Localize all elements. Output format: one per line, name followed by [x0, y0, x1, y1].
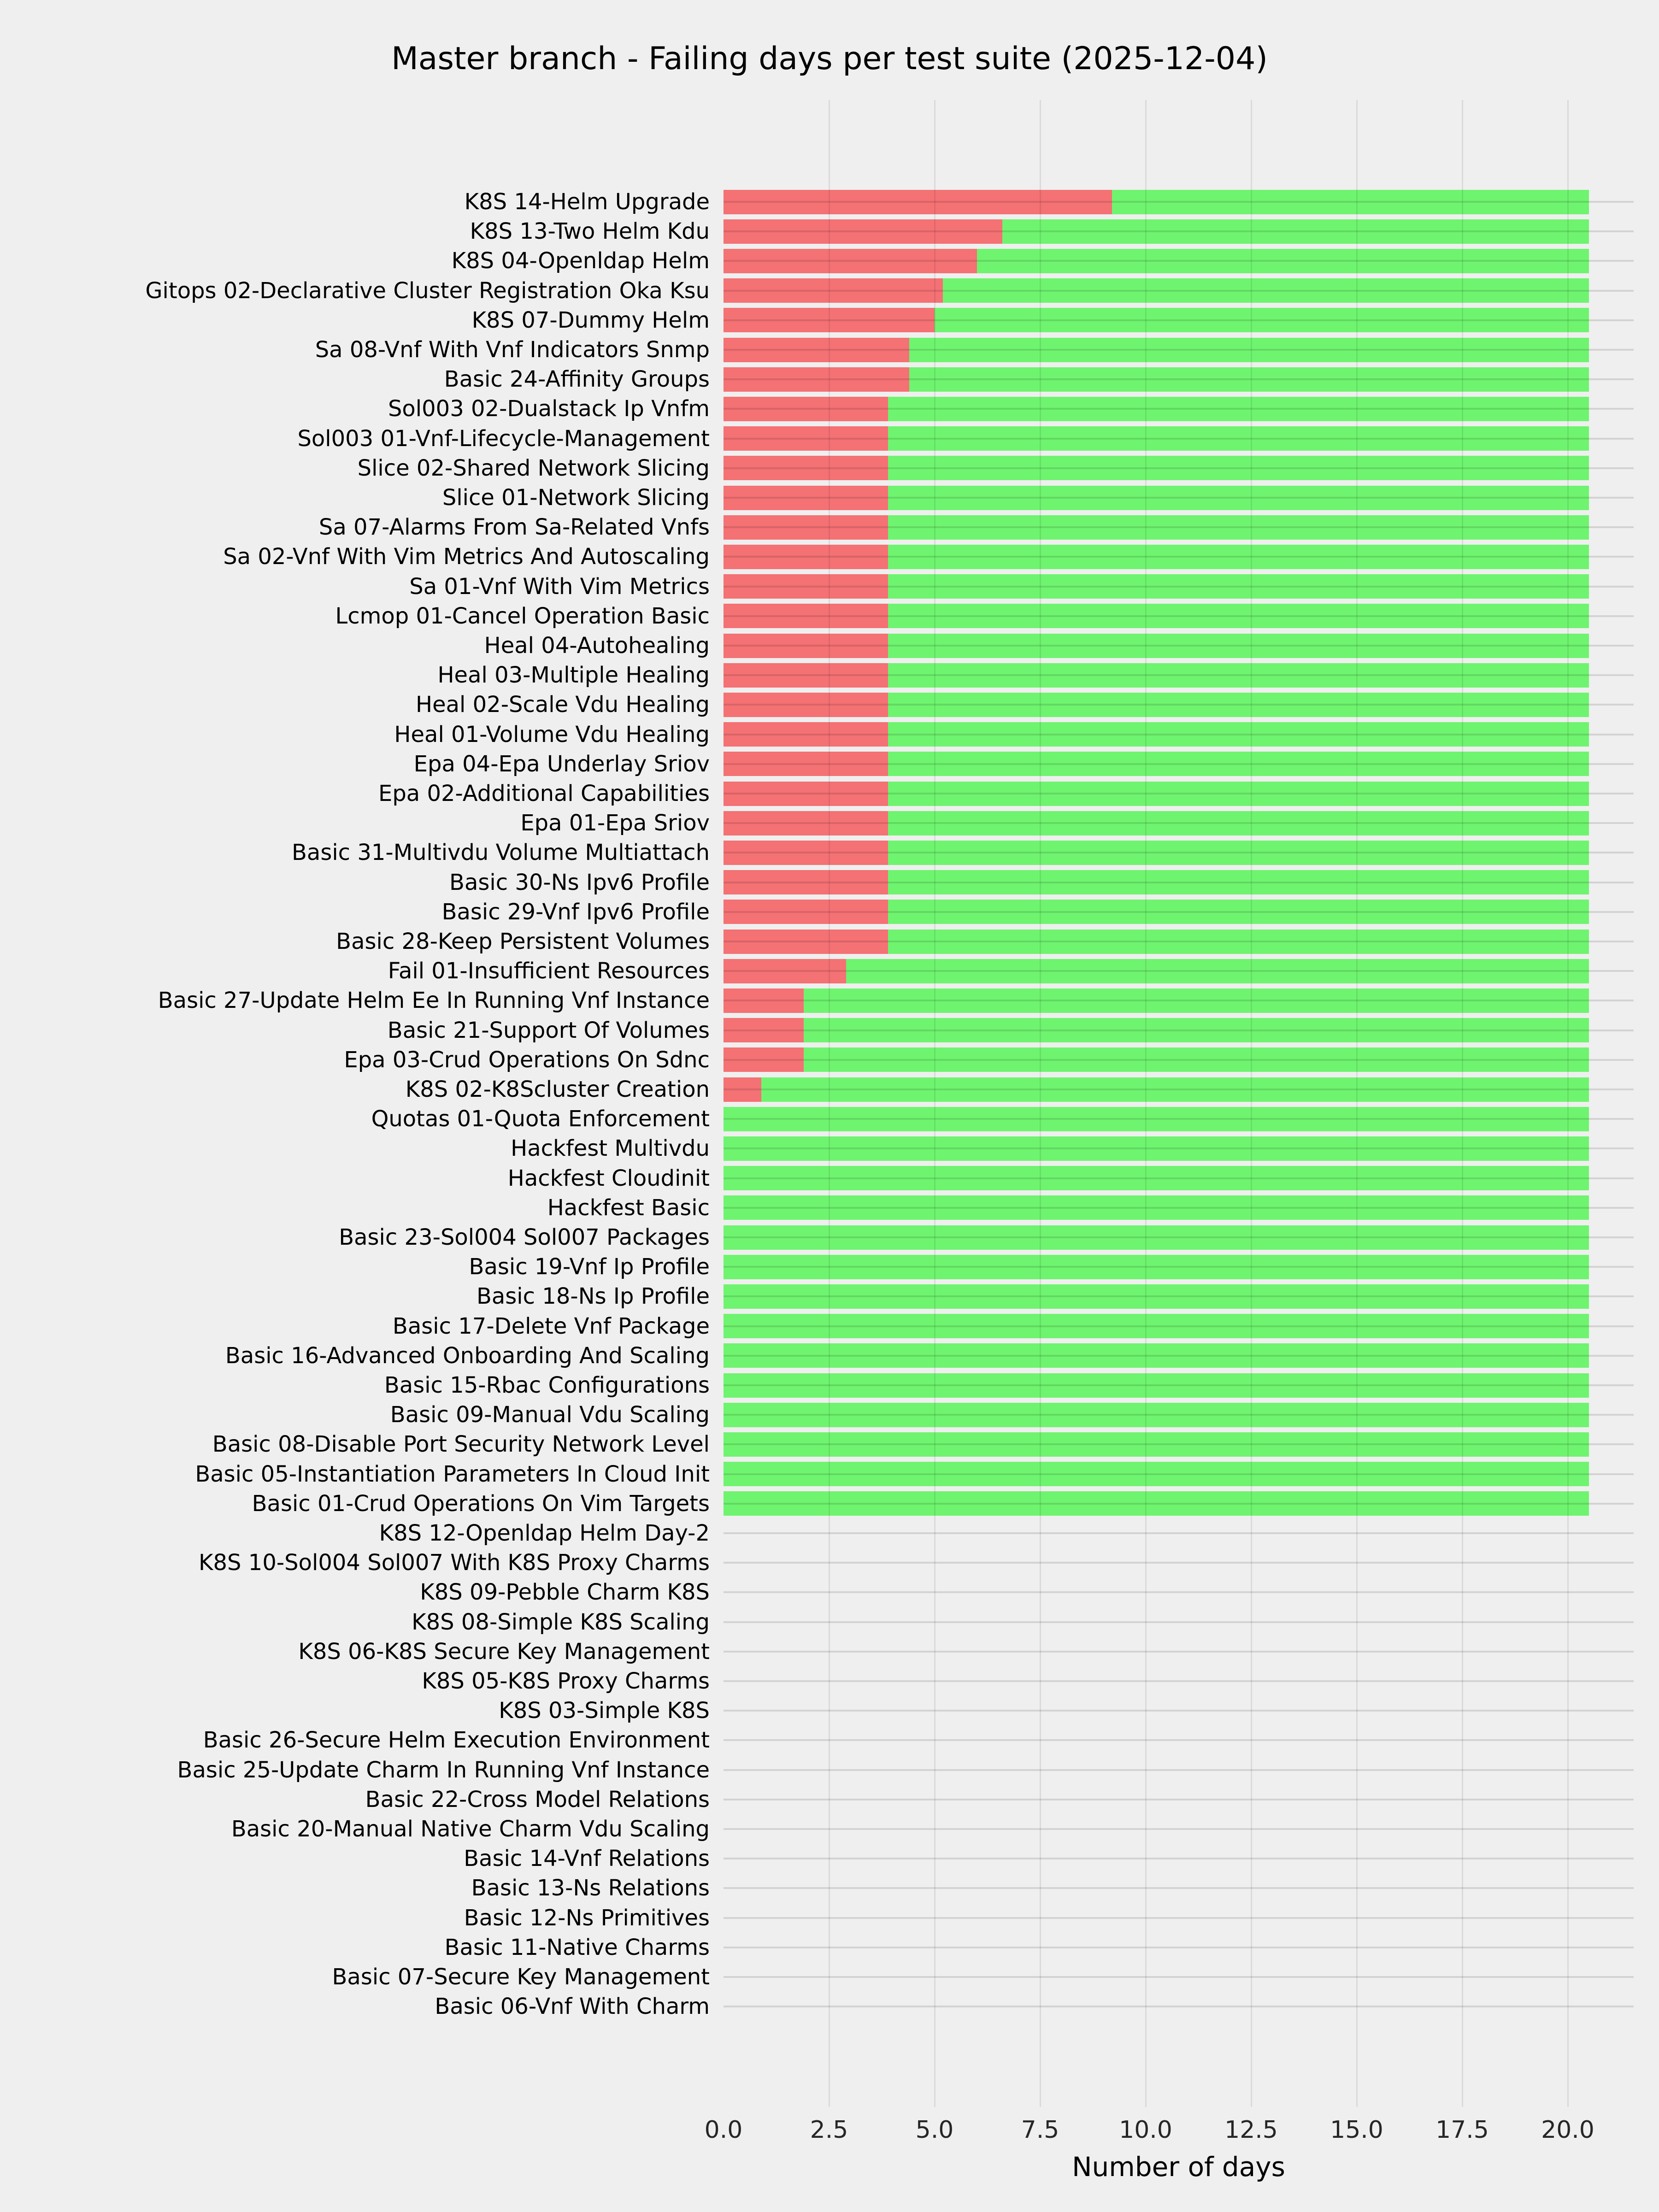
bar-row — [0, 1518, 1659, 1548]
row-gridline — [724, 1266, 1634, 1268]
x-tick-label: 0.0 — [704, 2116, 743, 2144]
bar-row — [0, 868, 1659, 897]
row-gridline — [724, 349, 1634, 351]
bar-row — [0, 1045, 1659, 1075]
category-label: Basic 27-Update Helm Ee In Running Vnf Instance — [158, 988, 710, 1014]
row-gridline — [724, 822, 1634, 824]
bar-row — [0, 986, 1659, 1015]
row-gridline — [724, 1147, 1634, 1149]
category-label: Slice 01-Network Slicing — [442, 485, 710, 511]
bar-row — [0, 1696, 1659, 1725]
row-gridline — [724, 1621, 1634, 1623]
bar-row — [0, 749, 1659, 779]
bar-row — [0, 1962, 1659, 1992]
category-label: Heal 01-Volume Vdu Healing — [394, 721, 710, 747]
bar-row — [0, 1785, 1659, 1814]
x-tick-label: 7.5 — [1021, 2116, 1059, 2144]
category-label: Basic 16-Advanced Onboarding And Scaling — [225, 1342, 710, 1369]
bar-row — [0, 1933, 1659, 1962]
bar-row — [0, 1814, 1659, 1844]
category-label: Basic 07-Secure Key Management — [332, 1964, 710, 1990]
category-label: Heal 03-Multiple Healing — [437, 662, 710, 688]
bar-row — [0, 838, 1659, 867]
x-tick-label: 15.0 — [1330, 2116, 1383, 2144]
category-label: Sol003 02-Dualstack Ip Vnfm — [388, 396, 710, 422]
category-label: Basic 26-Secure Helm Execution Environment — [203, 1727, 710, 1753]
bar-row — [0, 1104, 1659, 1134]
bar-row — [0, 1607, 1659, 1637]
row-gridline — [724, 1355, 1634, 1357]
category-label: Sa 01-Vnf With Vim Metrics — [409, 573, 710, 600]
category-label: Lcmop 01-Cancel Operation Basic — [335, 603, 710, 629]
row-gridline — [724, 970, 1634, 972]
bar-row — [0, 365, 1659, 394]
bar-row — [0, 808, 1659, 838]
chart-title: Master branch - Failing days per test suite (2025-12-04) — [391, 41, 1268, 77]
row-gridline — [724, 1030, 1634, 1031]
category-label: Basic 11-Native Charms — [444, 1934, 710, 1960]
row-gridline — [724, 1532, 1634, 1534]
bar-row — [0, 246, 1659, 276]
row-gridline — [724, 941, 1634, 942]
row-gridline — [724, 1177, 1634, 1179]
row-gridline — [724, 1088, 1634, 1090]
category-label: K8S 02-K8Scluster Creation — [405, 1077, 710, 1103]
row-gridline — [724, 408, 1634, 410]
row-gridline — [724, 1976, 1634, 1978]
category-label: K8S 13-Two Helm Kdu — [470, 218, 710, 245]
bar-row — [0, 1134, 1659, 1163]
bar-row — [0, 424, 1659, 453]
bar-row — [0, 1637, 1659, 1666]
row-gridline — [724, 319, 1634, 321]
category-label: K8S 09-Pebble Charm K8S — [420, 1579, 710, 1606]
category-label: K8S 04-Openldap Helm — [451, 248, 710, 274]
row-gridline — [724, 1680, 1634, 1682]
row-gridline — [724, 1651, 1634, 1653]
bar-row — [0, 1075, 1659, 1104]
row-gridline — [724, 1236, 1634, 1238]
row-gridline — [724, 556, 1634, 558]
category-label: K8S 06-K8S Secure Key Management — [298, 1638, 710, 1665]
row-gridline — [724, 674, 1634, 676]
row-gridline — [724, 467, 1634, 469]
category-label: Basic 20-Manual Native Charm Vdu Scaling — [231, 1816, 710, 1842]
bar-row — [0, 1282, 1659, 1311]
bar-row — [0, 927, 1659, 956]
bar-row — [0, 1223, 1659, 1252]
category-label: K8S 05-K8S Proxy Charms — [422, 1668, 710, 1694]
category-label: Slice 02-Shared Network Slicing — [357, 455, 710, 481]
row-gridline — [724, 1710, 1634, 1712]
row-gridline — [724, 1799, 1634, 1800]
x-tick-label: 10.0 — [1119, 2116, 1172, 2144]
bar-row — [0, 1371, 1659, 1400]
category-label: Basic 06-Vnf With Charm — [435, 1994, 710, 2020]
bar-row — [0, 1666, 1659, 1696]
row-gridline — [724, 1828, 1634, 1830]
row-gridline — [724, 1443, 1634, 1445]
bar-row — [0, 720, 1659, 749]
category-label: Sol003 01-Vnf-Lifecycle-Management — [297, 425, 710, 452]
category-label: Heal 02-Scale Vdu Healing — [415, 692, 710, 718]
row-gridline — [724, 497, 1634, 499]
x-tick-label: 12.5 — [1224, 2116, 1278, 2144]
row-gridline — [724, 852, 1634, 853]
category-label: Basic 13-Ns Relations — [471, 1875, 710, 1901]
category-label: Basic 19-Vnf Ip Profile — [469, 1254, 710, 1280]
bar-row — [0, 512, 1659, 542]
bar-row — [0, 1844, 1659, 1873]
row-gridline — [724, 1384, 1634, 1386]
row-gridline — [724, 1000, 1634, 1001]
bar-row — [0, 1548, 1659, 1577]
category-label: Basic 08-Disable Port Security Network Level — [212, 1431, 710, 1458]
row-gridline — [724, 1858, 1634, 1859]
category-label: K8S 03-Simple K8S — [499, 1698, 710, 1724]
bar-row — [0, 1873, 1659, 1903]
bar-row — [0, 1341, 1659, 1371]
row-gridline — [724, 1207, 1634, 1209]
bar-row — [0, 1577, 1659, 1607]
row-gridline — [724, 586, 1634, 588]
bar-row — [0, 1992, 1659, 2021]
row-gridline — [724, 1325, 1634, 1327]
category-label: Hackfest Multivdu — [511, 1135, 710, 1162]
bar-row — [0, 1193, 1659, 1223]
row-gridline — [724, 882, 1634, 883]
row-gridline — [724, 260, 1634, 262]
bar-row — [0, 660, 1659, 690]
bar-row — [0, 542, 1659, 571]
category-label: Basic 18-Ns Ip Profile — [476, 1283, 710, 1310]
category-label: K8S 10-Sol004 Sol007 With K8S Proxy Charms — [199, 1550, 710, 1576]
category-label: Basic 14-Vnf Relations — [464, 1846, 710, 1872]
row-gridline — [724, 1118, 1634, 1120]
bar-row — [0, 601, 1659, 631]
row-gridline — [724, 615, 1634, 617]
category-label: Fail 01-Insufficient Resources — [388, 958, 710, 984]
bar-row — [0, 897, 1659, 927]
category-label: Basic 29-Vnf Ipv6 Profile — [441, 899, 710, 925]
category-label: Basic 12-Ns Primitives — [464, 1905, 710, 1931]
bar-row — [0, 187, 1659, 217]
category-label: Basic 09-Manual Vdu Scaling — [390, 1402, 710, 1428]
row-gridline — [724, 1591, 1634, 1593]
row-gridline — [724, 526, 1634, 528]
bar-row — [0, 1903, 1659, 1933]
category-label: Basic 17-Delete Vnf Package — [392, 1313, 710, 1339]
bar-row — [0, 1164, 1659, 1193]
category-label: Basic 24-Affinity Groups — [444, 366, 710, 393]
bar-row — [0, 1489, 1659, 1518]
bar-row — [0, 335, 1659, 365]
bar-row — [0, 690, 1659, 719]
row-gridline — [724, 438, 1634, 440]
category-label: Epa 01-Epa Sriov — [520, 810, 710, 836]
row-gridline — [724, 230, 1634, 232]
bar-row — [0, 1252, 1659, 1282]
category-label: Sa 07-Alarms From Sa-Related Vnfs — [318, 514, 710, 541]
bar-row — [0, 631, 1659, 660]
bar-row — [0, 1725, 1659, 1755]
category-label: Basic 31-Multivdu Volume Multiattach — [291, 840, 710, 866]
category-label: Basic 25-Update Charm In Running Vnf Instance — [177, 1757, 710, 1783]
row-gridline — [724, 1295, 1634, 1297]
category-label: Basic 21-Support Of Volumes — [387, 1017, 710, 1043]
category-label: Hackfest Cloudinit — [507, 1165, 710, 1191]
bar-row — [0, 306, 1659, 335]
category-label: Quotas 01-Quota Enforcement — [371, 1106, 710, 1132]
row-gridline — [724, 1414, 1634, 1416]
row-gridline — [724, 290, 1634, 292]
x-axis-ticks — [0, 2116, 1659, 2148]
category-label: Epa 04-Epa Underlay Sriov — [413, 751, 710, 777]
category-label: Gitops 02-Declarative Cluster Registration Oka Ksu — [145, 277, 710, 304]
x-tick-label: 17.5 — [1435, 2116, 1489, 2144]
row-gridline — [724, 704, 1634, 706]
category-label: K8S 08-Simple K8S Scaling — [412, 1609, 710, 1635]
bar-row — [0, 1312, 1659, 1341]
bar-row — [0, 956, 1659, 986]
row-gridline — [724, 1887, 1634, 1889]
row-gridline — [724, 734, 1634, 735]
row-gridline — [724, 763, 1634, 765]
row-gridline — [724, 2006, 1634, 2007]
row-gridline — [724, 1059, 1634, 1061]
category-label: Sa 02-Vnf With Vim Metrics And Autoscaling — [223, 544, 710, 570]
row-gridline — [724, 911, 1634, 913]
category-label: Basic 22-Cross Model Relations — [365, 1786, 710, 1812]
bar-row — [0, 1459, 1659, 1489]
category-label: K8S 14-Helm Upgrade — [464, 189, 710, 215]
bar-row — [0, 276, 1659, 306]
bar-row — [0, 1016, 1659, 1045]
bar-rows-container — [0, 187, 1659, 2022]
bar-row — [0, 1400, 1659, 1430]
row-gridline — [724, 793, 1634, 794]
row-gridline — [724, 1917, 1634, 1919]
x-tick-label: 5.0 — [915, 2116, 954, 2144]
row-gridline — [724, 1947, 1634, 1948]
bar-row — [0, 483, 1659, 512]
bar-row — [0, 1755, 1659, 1785]
bar-row — [0, 217, 1659, 246]
category-label: K8S 07-Dummy Helm — [471, 307, 710, 333]
category-label: Basic 01-Crud Operations On Vim Targets — [252, 1490, 710, 1517]
category-label: Epa 03-Crud Operations On Sdnc — [344, 1047, 710, 1073]
bar-row — [0, 394, 1659, 424]
bar-row — [0, 453, 1659, 483]
bar-row — [0, 779, 1659, 808]
x-tick-label: 2.5 — [810, 2116, 848, 2144]
category-label: Epa 02-Additional Capabilities — [378, 781, 710, 807]
category-label: Basic 30-Ns Ipv6 Profile — [449, 869, 710, 895]
category-label: Sa 08-Vnf With Vnf Indicators Snmp — [315, 337, 710, 363]
row-gridline — [724, 1473, 1634, 1475]
x-axis-label: Number of days — [1072, 2151, 1285, 2183]
row-gridline — [724, 645, 1634, 647]
category-label: Hackfest Basic — [547, 1194, 710, 1221]
row-gridline — [724, 1562, 1634, 1564]
x-tick-label: 20.0 — [1541, 2116, 1594, 2144]
category-label: Basic 05-Instantiation Parameters In Cloud Init — [195, 1461, 710, 1487]
category-label: K8S 12-Openldap Helm Day-2 — [379, 1520, 710, 1547]
row-gridline — [724, 1769, 1634, 1771]
category-label: Basic 15-Rbac Configurations — [384, 1372, 710, 1399]
bar-row — [0, 572, 1659, 601]
category-label: Basic 28-Keep Persistent Volumes — [336, 929, 710, 955]
row-gridline — [724, 1503, 1634, 1505]
category-label: Basic 23-Sol004 Sol007 Packages — [339, 1224, 710, 1251]
row-gridline — [724, 1739, 1634, 1741]
category-label: Heal 04-Autohealing — [484, 633, 710, 659]
row-gridline — [724, 378, 1634, 380]
row-gridline — [724, 201, 1634, 203]
bar-row — [0, 1430, 1659, 1459]
